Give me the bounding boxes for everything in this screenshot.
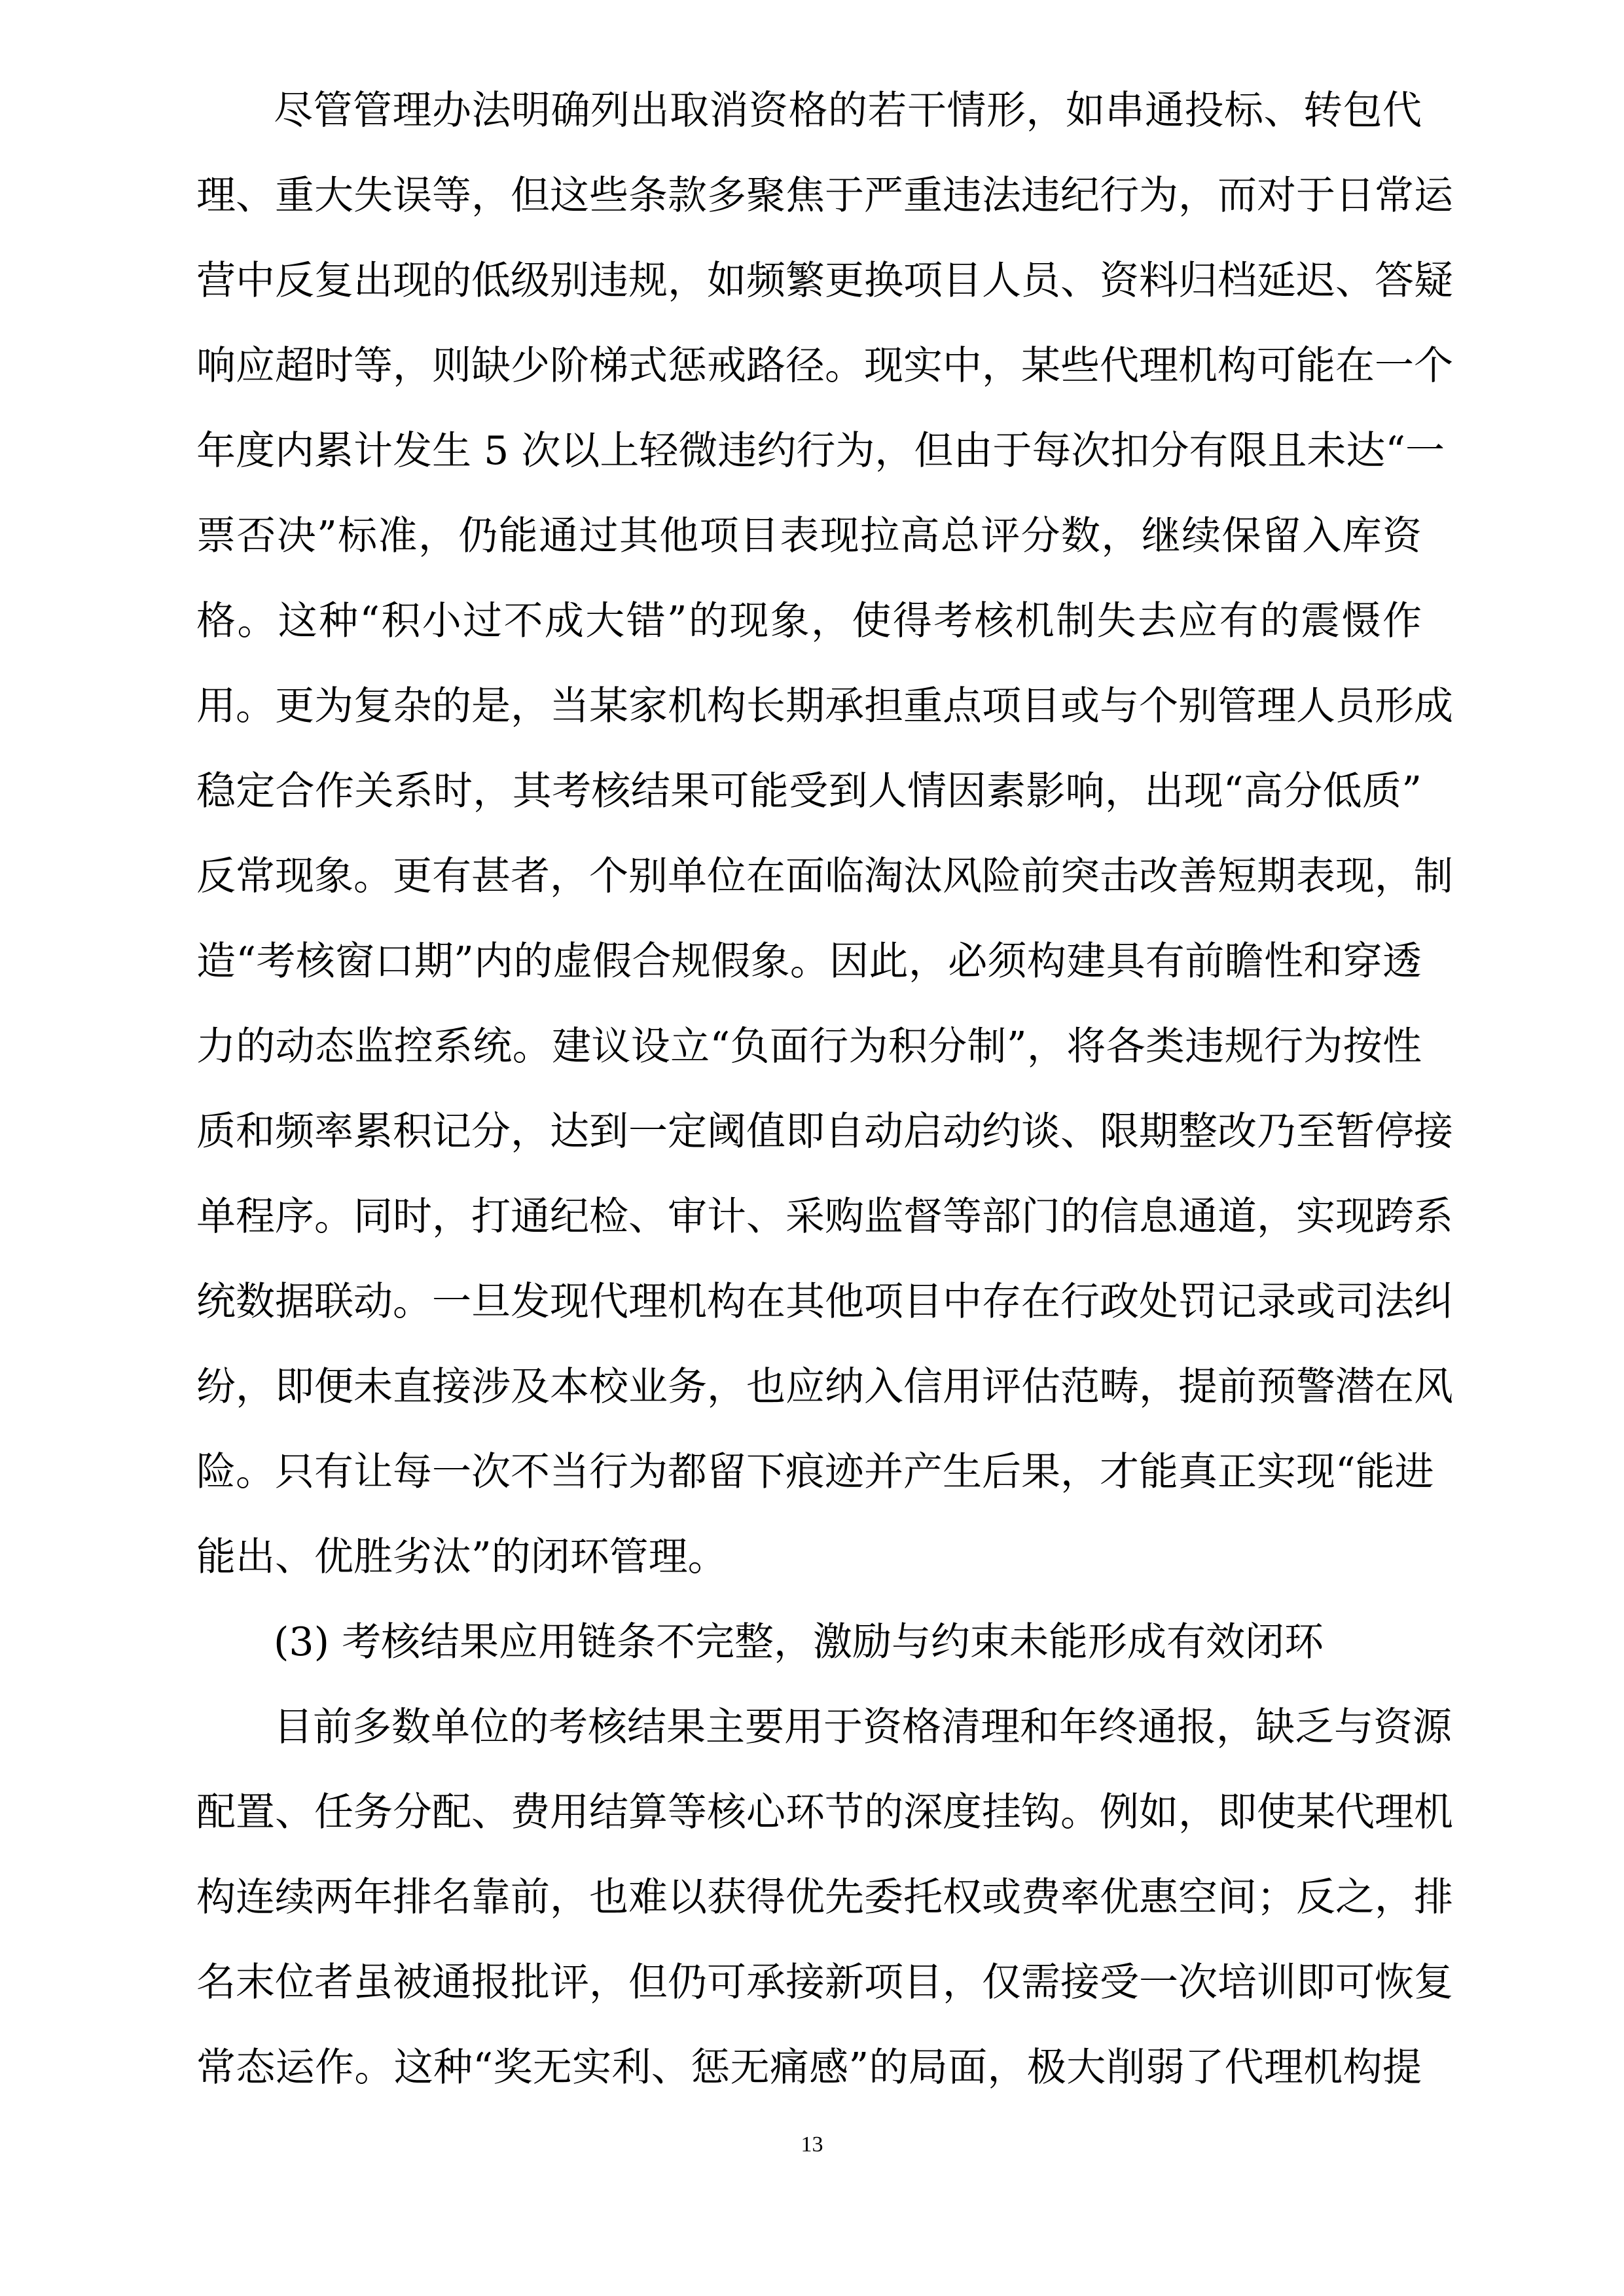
paragraph-line: 造“考核窗口期”内的虚假合规假象。因此，必须构建具有前瞻性和穿透 [196,939,1422,984]
paragraph-line: 能出、优胜劣汰”的闭环管理。 [196,1534,727,1580]
paragraph-line: 稳定合作关系时，其考核结果可能受到人情因素影响，出现“高分低质” [196,768,1422,814]
paragraph-line: 票否决”标准，仍能通过其他项目表现拉高总评分数，继续保留入库资 [196,513,1422,559]
paragraph-line: 纷，即便未直接涉及本校业务，也应纳入信用评估范畴，提前预警潜在风 [196,1364,1453,1410]
paragraph-line: 常态运作。这种“奖无实利、惩无痛感”的局面，极大削弱了代理机构提 [196,2045,1422,2090]
paragraph-line: 质和频率累积记分，达到一定阈值即自动启动约谈、限期整改乃至暂停接 [196,1109,1453,1155]
paragraph-line: 配置、任务分配、费用结算等核心环节的深度挂钩。例如，即使某代理机 [196,1789,1453,1835]
paragraph-line: 单程序。同时，打通纪检、审计、采购监督等部门的信息通道，实现跨系 [196,1194,1453,1240]
paragraph-line: 名末位者虽被通报批评，但仍可承接新项目，仅需接受一次培训即可恢复 [196,1960,1453,2005]
paragraph-line: 力的动态监控系统。建议设立“负面行为积分制”，将各类违规行为按性 [196,1024,1422,1069]
paragraph-line: 用。更为复杂的是，当某家机构长期承担重点项目或与个别管理人员形成 [196,683,1453,729]
paragraph-line: 统数据联动。一旦发现代理机构在其他项目中存在行政处罚记录或司法纠 [196,1279,1453,1325]
section-heading: (3) 考核结果应用链条不完整，激励与约束未能形成有效闭环 [274,1619,1324,1665]
paragraph-line: 反常现象。更有甚者，个别单位在面临淘汰风险前突击改善短期表现，制 [196,853,1453,899]
paragraph-line: 理、重大失误等，但这些条款多聚焦于严重违法违纪行为，而对于日常运 [196,173,1453,219]
paragraph-line: 构连续两年排名靠前，也难以获得优先委托权或费率优惠空间；反之，排 [196,1874,1453,1920]
paragraph-line: 格。这种“积小过不成大错”的现象，使得考核机制失去应有的震慑作 [196,598,1422,644]
paragraph-line: 响应超时等，则缺少阶梯式惩戒路径。现实中，某些代理机构可能在一个 [196,343,1453,389]
paragraph-line: 尽管管理办法明确列出取消资格的若干情形，如串通投标、转包代 [274,88,1422,134]
page-number: 13 [801,2132,823,2157]
paragraph-line: 年度内累计发生 5 次以上轻微违约行为，但由于每次扣分有限且未达“一 [196,428,1445,474]
paragraph-line: 营中反复出现的低级别违规，如频繁更换项目人员、资料归档延迟、答疑 [196,258,1453,304]
paragraph-line: 目前多数单位的考核结果主要用于资格清理和年终通报，缺乏与资源 [274,1704,1452,1750]
paragraph-line: 险。只有让每一次不当行为都留下痕迹并产生后果，才能真正实现“能进 [196,1449,1434,1495]
